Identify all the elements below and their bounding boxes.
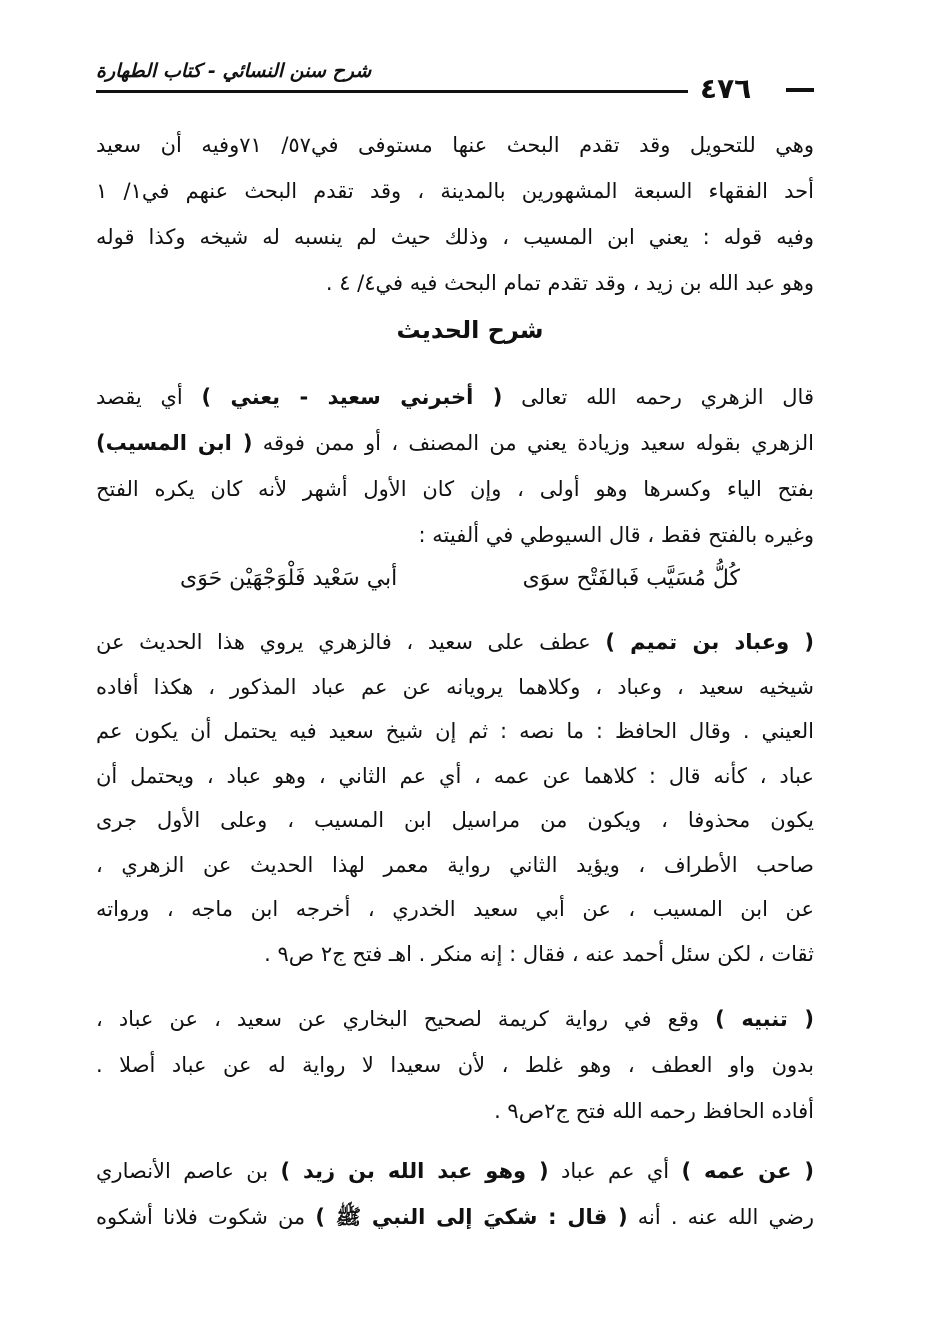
running-title: شرح سنن النسائي - كتاب الطهارة <box>96 60 372 82</box>
quoted-text: ( عن عمه ) <box>681 1159 814 1183</box>
text-line: يكون محذوفا ، ويكون من مراسيل ابن المسيب ، وعلى الأول جرى <box>96 808 814 832</box>
text-run: من شكوت فلانا أشكوه <box>96 1205 316 1229</box>
paragraph-explanation <box>96 374 814 558</box>
text-line <box>96 374 814 420</box>
text-line: أفاده الحافظ رحمه الله فتح ج٢ص٩ . <box>494 1099 814 1123</box>
text-line: العيني . وقال الحافظ : ما نصه : ثم إن شيخ سعيد فيه يحتمل أن يكون عم <box>96 719 814 743</box>
verse-second-hemistich: أبي سَعْيد فَلْوَجْهَيْن حَوَى <box>180 566 398 591</box>
text-line <box>96 420 814 466</box>
header-dash <box>786 88 814 92</box>
text-line <box>96 1148 814 1194</box>
text-line: صاحب الأطراف ، ويؤيد الثاني رواية معمر لهذا الحديث عن الزهري ، <box>96 852 814 877</box>
page-header <box>96 58 808 105</box>
text-line <box>96 620 814 665</box>
text-run: قال الزهري رحمه الله تعالى <box>502 385 814 409</box>
text-run: الزهري بقوله سعيد وزيادة يعني من المصنف ، أو ممن فوقه <box>252 431 814 455</box>
paragraph-uncle <box>96 1148 814 1240</box>
text-run: بن عاصم الأنصاري <box>96 1159 281 1183</box>
quoted-text: ( قال : شكيَ إلى النبي ﷺ ) <box>315 1205 628 1229</box>
text-line: وغيره بالفتح فقط ، قال السيوطي في ألفيته : <box>418 523 814 547</box>
text-line: عباد ، كأنه قال : كلاهما عن عمه ، أي عم الثاني ، وهو عباد ، ويحتمل أن <box>96 763 814 788</box>
text-run: وقع في رواية كريمة لصحيح البخاري عن سعيد ، عن عباد ، <box>96 1007 716 1031</box>
quoted-text: ( ابن المسيب) <box>96 431 253 455</box>
text-line: أحد الفقهاء السبعة المشهورين بالمدينة ، وقد تقدم البحث عنهم في١/ ١ <box>96 179 814 203</box>
page-number: ٤٧٦ <box>700 72 752 105</box>
text-line: وفيه قوله : يعني ابن المسيب ، وذلك حيث لم ينسبه له شيخه وكذا قوله <box>96 225 814 249</box>
text-line: وهو عبد الله بن زيد ، وقد تقدم تمام البحث فيه في٤/ ٤ . <box>325 271 814 295</box>
text-line: وهي للتحويل وقد تقدم البحث عنها مستوفى في٥٧/ ٧١وفيه أن سعيد <box>96 133 814 157</box>
text-run: عطف على سعيد ، فالزهري يروي هذا الحديث عن <box>96 630 606 654</box>
section-title: شرح الحديث <box>396 316 544 344</box>
text-run: أي يقصد <box>96 385 202 409</box>
text-line <box>96 996 814 1042</box>
text-line: بدون واو العطف ، وهو غلط ، لأن سعيدا لا رواية له عن عباد أصلا . <box>96 1053 814 1077</box>
header-rule <box>96 90 688 93</box>
text-line: ثقات ، لكن سئل أحمد عنه ، فقال : إنه منكر . اهـ فتح ج٢ ص٩ . <box>264 941 814 966</box>
text-line <box>96 1194 814 1240</box>
text-run: أي عم عباد <box>548 1159 682 1183</box>
text-line: شيخيه سعيد ، وعباد ، وكلاهما يرويانه عن عم عباد المذكور ، هكذا أفاده <box>96 674 814 699</box>
paragraph-narration <box>96 620 814 976</box>
poem-verse <box>180 560 740 604</box>
paragraph-intro <box>96 122 814 306</box>
quoted-text: ( أخبرني سعيد - يعني ) <box>201 385 503 409</box>
verse-first-hemistich: كُلُّ مُسَيَّب فَبالفَتْح سوَى <box>522 566 740 591</box>
text-line: عن ابن المسيب ، عن أبي سعيد الخدري ، أخرجه ابن ماجه ، ورواته <box>96 897 814 921</box>
text-run: رضي الله عنه . أنه <box>627 1205 814 1229</box>
text-line: بفتح الياء وكسرها وهو أولى ، وإن كان الأول أشهر لأنه كان يكره الفتح <box>96 477 814 501</box>
quoted-text: ( وهو عبد الله بن زيد ) <box>280 1159 549 1183</box>
quoted-text: ( وعباد بن تميم ) <box>605 630 814 654</box>
note-label: ( تنبيه ) <box>715 1007 814 1031</box>
paragraph-note <box>96 996 814 1134</box>
